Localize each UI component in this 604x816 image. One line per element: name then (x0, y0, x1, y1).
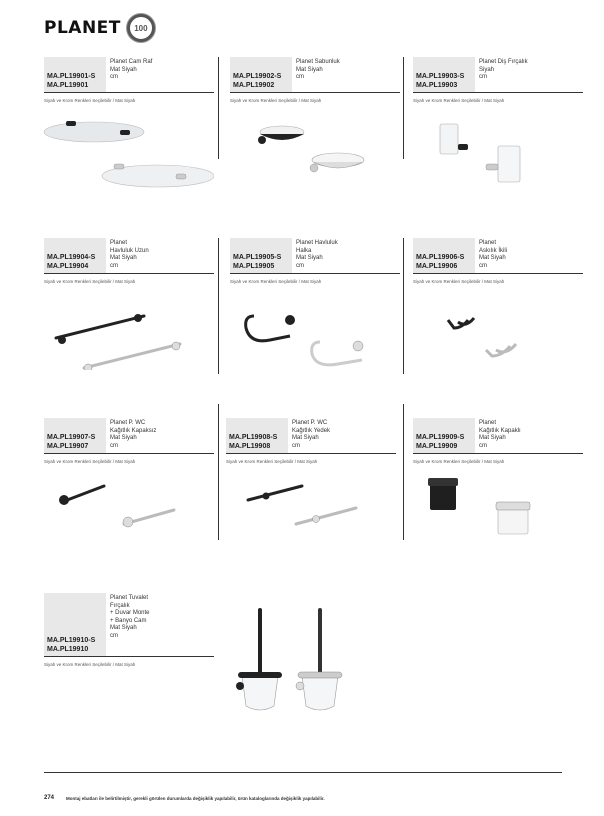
divider (44, 92, 214, 93)
product-description: Planet Sabunluk Mat Siyah cm (296, 59, 340, 80)
product-code: MA.PL19901-S (47, 73, 96, 80)
paper-holder-cover-image (424, 472, 544, 542)
product-code: MA.PL19908 (229, 443, 271, 450)
product-code: MA.PL19906 (416, 263, 458, 270)
product-note: Siyah ve Krom Renkleri Seçilebilir / Mat Siyah (44, 459, 136, 464)
divider (230, 273, 400, 274)
column-divider (403, 404, 404, 540)
product-code: MA.PL19902 (233, 82, 275, 89)
soap-dish-image (252, 122, 372, 192)
paper-holder-open-image (52, 480, 182, 530)
product-code: MA.PL19907 (47, 443, 89, 450)
towel-bar-image (48, 310, 188, 370)
product-code-box (44, 238, 106, 273)
product-description: Planet Havluluk Halka Mat Siyah cm (296, 240, 338, 269)
footer-note: Montaj ebatları ile belirtilmiştir, gerekli görülen durumlarda değişiklik yapılabilir, ürün kataloglarında değişiklik yapılabilir. (66, 796, 325, 801)
product-note: Siyah ve Krom Renkleri Seçilebilir / Mat Siyah (413, 98, 505, 103)
product-note: Siyah ve Krom Renkleri Seçilebilir / Mat Siyah (230, 98, 322, 103)
product-code: MA.PL19910 (47, 646, 89, 653)
divider (413, 453, 583, 454)
divider (44, 273, 214, 274)
product-code-box (44, 593, 106, 656)
product-description: Planet Cam Raf Mat Siyah cm (110, 59, 153, 80)
product-note: Siyah ve Krom Renkleri Seçilebilir / Mat Siyah (44, 98, 136, 103)
product-note: Siyah ve Krom Renkleri Seçilebilir / Mat Siyah (44, 662, 136, 667)
column-divider (403, 238, 404, 374)
divider (44, 453, 214, 454)
product-code-box (413, 57, 475, 92)
column-divider (218, 238, 219, 374)
product-code: MA.PL19901 (47, 82, 89, 89)
product-note: Siyah ve Krom Renkleri Seçilebilir / Mat Siyah (44, 279, 136, 284)
product-code: MA.PL19909-S (416, 434, 465, 441)
product-description: Planet Tuvalet Fırçalık + Duvar Monte + Banyo Cam Mat Siyah cm (110, 595, 150, 639)
product-code: MA.PL19905 (233, 263, 275, 270)
product-note: Siyah ve Krom Renkleri Seçilebilir / Mat Siyah (413, 459, 505, 464)
column-divider (218, 404, 219, 540)
glass-shelf-image (42, 112, 214, 212)
product-note: Siyah ve Krom Renkleri Seçilebilir / Mat Siyah (230, 279, 322, 284)
product-code: MA.PL19907-S (47, 434, 96, 441)
product-code-box (44, 57, 106, 92)
divider (44, 656, 214, 657)
product-code: MA.PL19910-S (47, 637, 96, 644)
product-code: MA.PL19908-S (229, 434, 278, 441)
spare-roll-holder-image (240, 480, 360, 530)
robe-hook-image (440, 310, 530, 366)
divider (230, 92, 400, 93)
product-description: Planet P. WC Kağıtlık Yedek Mat Siyah cm (292, 420, 331, 449)
product-code-box (413, 238, 475, 273)
toothbrush-holder-image (432, 120, 532, 190)
product-code-box (226, 418, 288, 453)
product-description: Planet P. WC Kağıtlık Kapaksız Mat Siyah cm (110, 420, 157, 449)
product-code: MA.PL19909 (416, 443, 458, 450)
product-description: Planet Diş Fırçalık Siyah cm (479, 59, 528, 80)
brand-badge: 100 (127, 14, 155, 42)
product-description: Planet Kağıtlık Kapaklı Mat Siyah cm (479, 420, 521, 449)
product-code-box (230, 238, 292, 273)
product-description: Planet Havluluk Uzun Mat Siyah cm (110, 240, 149, 269)
product-note: Siyah ve Krom Renkleri Seçilebilir / Mat Siyah (226, 459, 318, 464)
column-divider (403, 57, 404, 159)
brand-logo (44, 14, 155, 42)
footer-divider (44, 772, 562, 773)
product-code: MA.PL19905-S (233, 254, 282, 261)
column-divider (218, 57, 219, 159)
towel-ring-image (240, 310, 370, 370)
divider (413, 273, 583, 274)
product-code: MA.PL19903-S (416, 73, 465, 80)
product-code: MA.PL19906-S (416, 254, 465, 261)
product-code-box (44, 418, 106, 453)
product-code-box (230, 57, 292, 92)
toilet-brush-image (228, 606, 348, 716)
product-code: MA.PL19904 (47, 263, 89, 270)
product-description: Planet Askılık İkili Mat Siyah cm (479, 240, 508, 269)
product-code: MA.PL19904-S (47, 254, 96, 261)
page-number: 274 (44, 795, 55, 801)
brand-name: PLANET (44, 18, 121, 38)
product-code: MA.PL19903 (416, 82, 458, 89)
divider (413, 92, 583, 93)
product-code-box (413, 418, 475, 453)
product-code: MA.PL19902-S (233, 73, 282, 80)
divider (226, 453, 396, 454)
product-note: Siyah ve Krom Renkleri Seçilebilir / Mat Siyah (413, 279, 505, 284)
